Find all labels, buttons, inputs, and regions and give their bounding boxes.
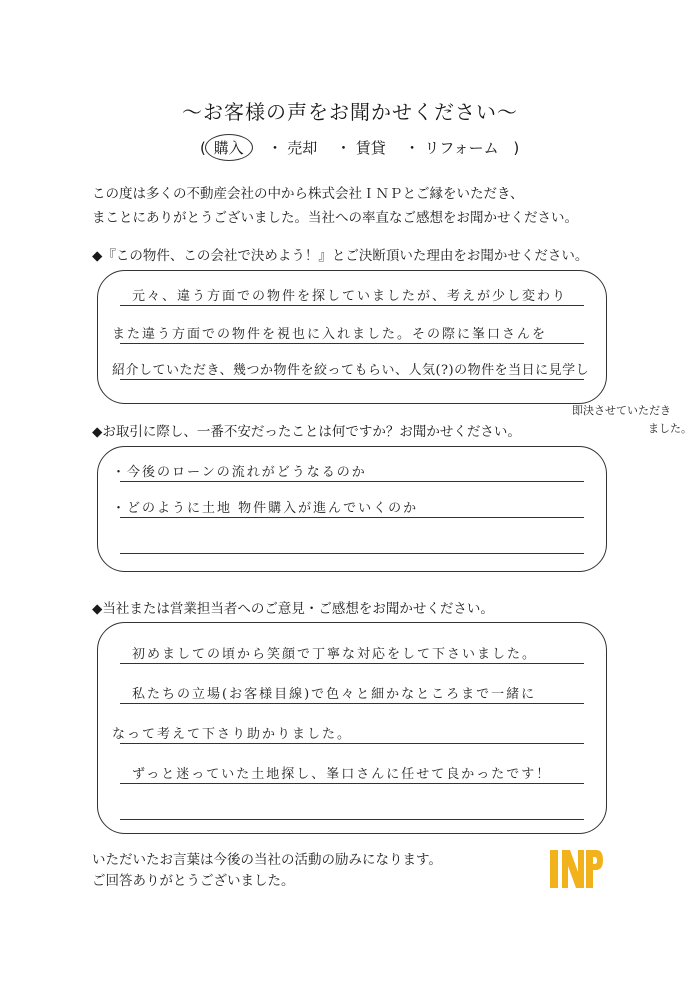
type-sale: ・ 売却 xyxy=(267,139,318,157)
intro-line-1: この度は多くの不動産会社の中から株式会社ＩＮＰとご縁をいただき、 xyxy=(92,186,524,202)
handwritten-answer: ・どのように土地 物件購入が進んでいくのか xyxy=(112,501,419,516)
closing-line-2: ご回答ありがとうございました。 xyxy=(92,873,295,889)
handwritten-answer: 初めましての頃から笑顔で丁寧な対応をして下さいました。 xyxy=(132,647,538,662)
type-purchase-circled: 購入 xyxy=(205,134,253,161)
answer-line xyxy=(120,305,584,306)
question-1: ◆『この物件、この会社で決めよう！』とご決断頂いた理由をお聞かせください。 xyxy=(92,248,589,264)
question-3: ◆当社または営業担当者へのご意見・ご感想をお聞かせください。 xyxy=(92,601,494,617)
answer-line xyxy=(120,481,584,482)
paren-open: ( xyxy=(200,139,206,157)
answer-line xyxy=(120,517,584,518)
question-2: ◆お取引に際し、一番不安だったことは何ですか？お聞かせください。 xyxy=(92,424,521,440)
answer-line xyxy=(120,783,584,784)
handwritten-answer: なって考えて下さり助かりました。 xyxy=(112,727,353,742)
answer-line xyxy=(120,379,584,380)
answer-line xyxy=(120,343,584,344)
handwritten-note: 即決させていただき xyxy=(572,404,671,417)
handwritten-answer: ずっと迷っていた土地探し、峯口さんに任せて良かったです！ xyxy=(132,767,552,782)
answer-line xyxy=(120,553,584,554)
answer-line xyxy=(120,703,584,704)
page-title: ～お客様の声をお聞かせください～ xyxy=(182,100,518,124)
answer-box-3 xyxy=(97,622,607,834)
handwritten-answer: 紹介していただき、幾つか物件を絞ってもらい、人気(?)の物件を当日に見学し xyxy=(112,363,590,378)
closing-line-1: いただいたお言葉は今後の当社の活動の励みになります。 xyxy=(92,852,442,868)
answer-line xyxy=(120,819,584,820)
paren-close: ) xyxy=(513,139,520,157)
inp-logo-mark xyxy=(548,846,604,892)
type-rental: ・ 賃貸 xyxy=(336,139,386,157)
handwritten-note: ました。 xyxy=(648,422,692,435)
transaction-type-options xyxy=(200,134,519,161)
intro-line-2: まことにありがとうございました。当社への率直なご感想をお聞かせください。 xyxy=(92,210,578,226)
handwritten-answer: 私たちの立場(お客様目線)で色々と細かなところまで一緒に xyxy=(132,687,537,702)
handwritten-answer: 元々、違う方面での物件を探していましたが、考えが少し変わり xyxy=(132,289,568,304)
answer-line xyxy=(120,663,584,664)
intro-text xyxy=(92,182,578,230)
inp-logo xyxy=(548,846,604,892)
handwritten-answer: ・今後のローンの流れがどうなるのか xyxy=(112,465,367,480)
closing-text xyxy=(92,850,442,892)
answer-box-2 xyxy=(97,446,607,572)
answer-line xyxy=(120,743,584,744)
type-reform: ・ リフォーム xyxy=(404,139,499,157)
handwritten-answer: また違う方面での物件を視也に入れました。その際に峯口さんを xyxy=(112,327,548,342)
answer-box-1 xyxy=(97,270,607,404)
